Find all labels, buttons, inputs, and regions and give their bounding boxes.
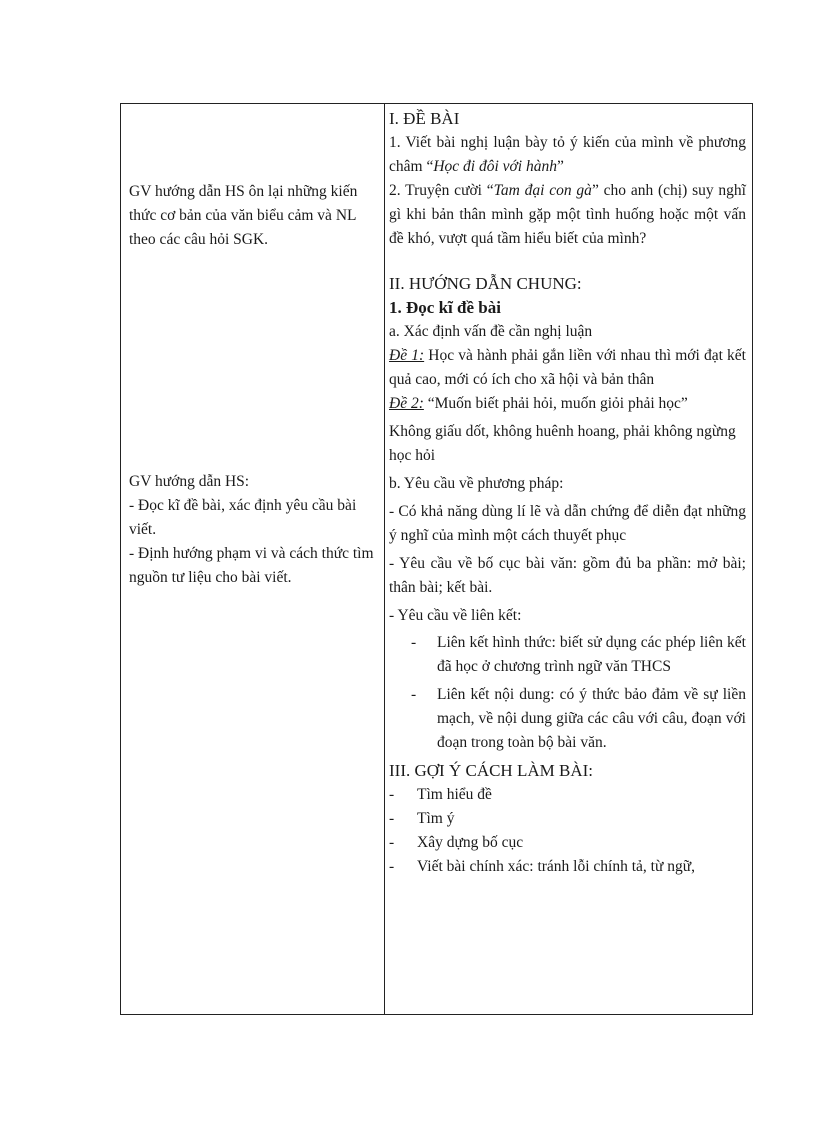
question-2-quote: Tam đại con gà	[493, 182, 592, 199]
item-b: b. Yêu cầu về phương pháp:	[389, 475, 564, 492]
column-divider	[384, 104, 385, 1014]
dash-mark: -	[389, 810, 395, 827]
hint-item-2	[389, 807, 746, 831]
teacher-guide-text-1: GV hướng dẫn HS ôn lại những kiến thức cơ bản của văn biểu cảm và NL theo các câu hỏi SGK.	[129, 183, 358, 248]
question-1-text: 1. Viết bài nghị luận bày tỏ ý kiến của mình về phương châm “	[389, 134, 746, 175]
item-a: a. Xác định vấn đề cần nghị luận	[389, 323, 593, 340]
hint-item-1-text: Tìm hiểu đề	[417, 786, 492, 803]
item-b-3: - Yêu cầu về liên kết:	[389, 607, 522, 624]
de-1	[389, 344, 746, 392]
lesson-table	[120, 103, 753, 1015]
hint-item-2-text: Tìm ý	[417, 810, 455, 827]
item-b-2: - Yêu cầu về bố cục bài văn: gồm đủ ba phần: mở bài; thân bài; kết bài.	[389, 555, 746, 596]
section-2-subheading: 1. Đọc kĩ đề bài	[389, 298, 501, 317]
hint-item-3	[389, 831, 746, 855]
question-1-close: ”	[556, 158, 564, 175]
dash-mark: -	[389, 786, 395, 803]
teacher-guide-block-1	[129, 180, 377, 252]
link-item-2	[411, 683, 746, 755]
hint-item-3-text: Xây dựng bố cục	[417, 834, 524, 851]
hint-item-4	[389, 855, 746, 879]
question-2	[389, 179, 746, 251]
de-1-text: Học và hành phải gắn liền với nhau thì mới đạt kết quả cao, mới có ích cho xã hội và bản thân	[389, 347, 746, 388]
link-item-1-text: Liên kết hình thức: biết sử dụng các phép liên kết đã học ở chương trình ngữ văn THCS	[437, 634, 746, 675]
dash-mark: -	[411, 686, 417, 703]
item-b-1: - Có khả năng dùng lí lẽ và dẫn chứng để diễn đạt những ý nghĩ của mình một cách thuyết phục	[389, 503, 746, 544]
section-1-heading: I. ĐỀ BÀI	[389, 109, 460, 128]
link-item-1	[411, 631, 746, 679]
question-1	[389, 131, 746, 179]
teacher-guide-line-1: - Đọc kĩ đề bài, xác định yêu cầu bài viết.	[129, 497, 357, 538]
teacher-guide-block-2	[129, 470, 377, 590]
hint-item-4-text: Viết bài chính xác: tránh lỗi chính tả, từ ngữ,	[417, 858, 696, 875]
teacher-guide-line-2: - Định hướng phạm vi và cách thức tìm nguồn tư liệu cho bài viết.	[129, 545, 374, 586]
link-item-2-text: Liên kết nội dung: có ý thức bảo đảm về sự liền mạch, về nội dung giữa các câu với câu, đoạn với đoạn trong toàn bộ bài văn.	[437, 686, 746, 751]
content-column	[389, 106, 746, 879]
de-2	[389, 392, 746, 416]
de-1-label: Đề 1:	[389, 347, 425, 364]
teacher-guide-title: GV hướng dẫn HS:	[129, 473, 250, 490]
section-2-heading: II. HƯỚNG DẪN CHUNG:	[389, 274, 582, 293]
dash-mark: -	[411, 634, 417, 651]
de-2-note: Không giấu dốt, không huênh hoang, phải không ngừng học hỏi	[389, 423, 736, 464]
de-2-label: Đề 2:	[389, 395, 424, 412]
spacer	[389, 251, 746, 271]
dash-mark: -	[389, 858, 395, 875]
de-2-text: “Muốn biết phải hỏi, muốn giỏi phải học”	[423, 395, 688, 412]
question-1-quote: Học đi đôi với hành	[433, 158, 557, 175]
section-3-heading: III. GỢI Ý CÁCH LÀM BÀI:	[389, 761, 593, 780]
question-2-text: 2. Truyện cười “	[389, 182, 494, 199]
question-2-rest: ” cho anh (chị) suy nghĩ gì khi bản thân mình gặp một tình huống hoặc một vấn đề khó, vượt quá tầm hiểu biết của mình?	[389, 182, 746, 247]
dash-mark: -	[389, 834, 395, 851]
hint-item-1	[389, 783, 746, 807]
